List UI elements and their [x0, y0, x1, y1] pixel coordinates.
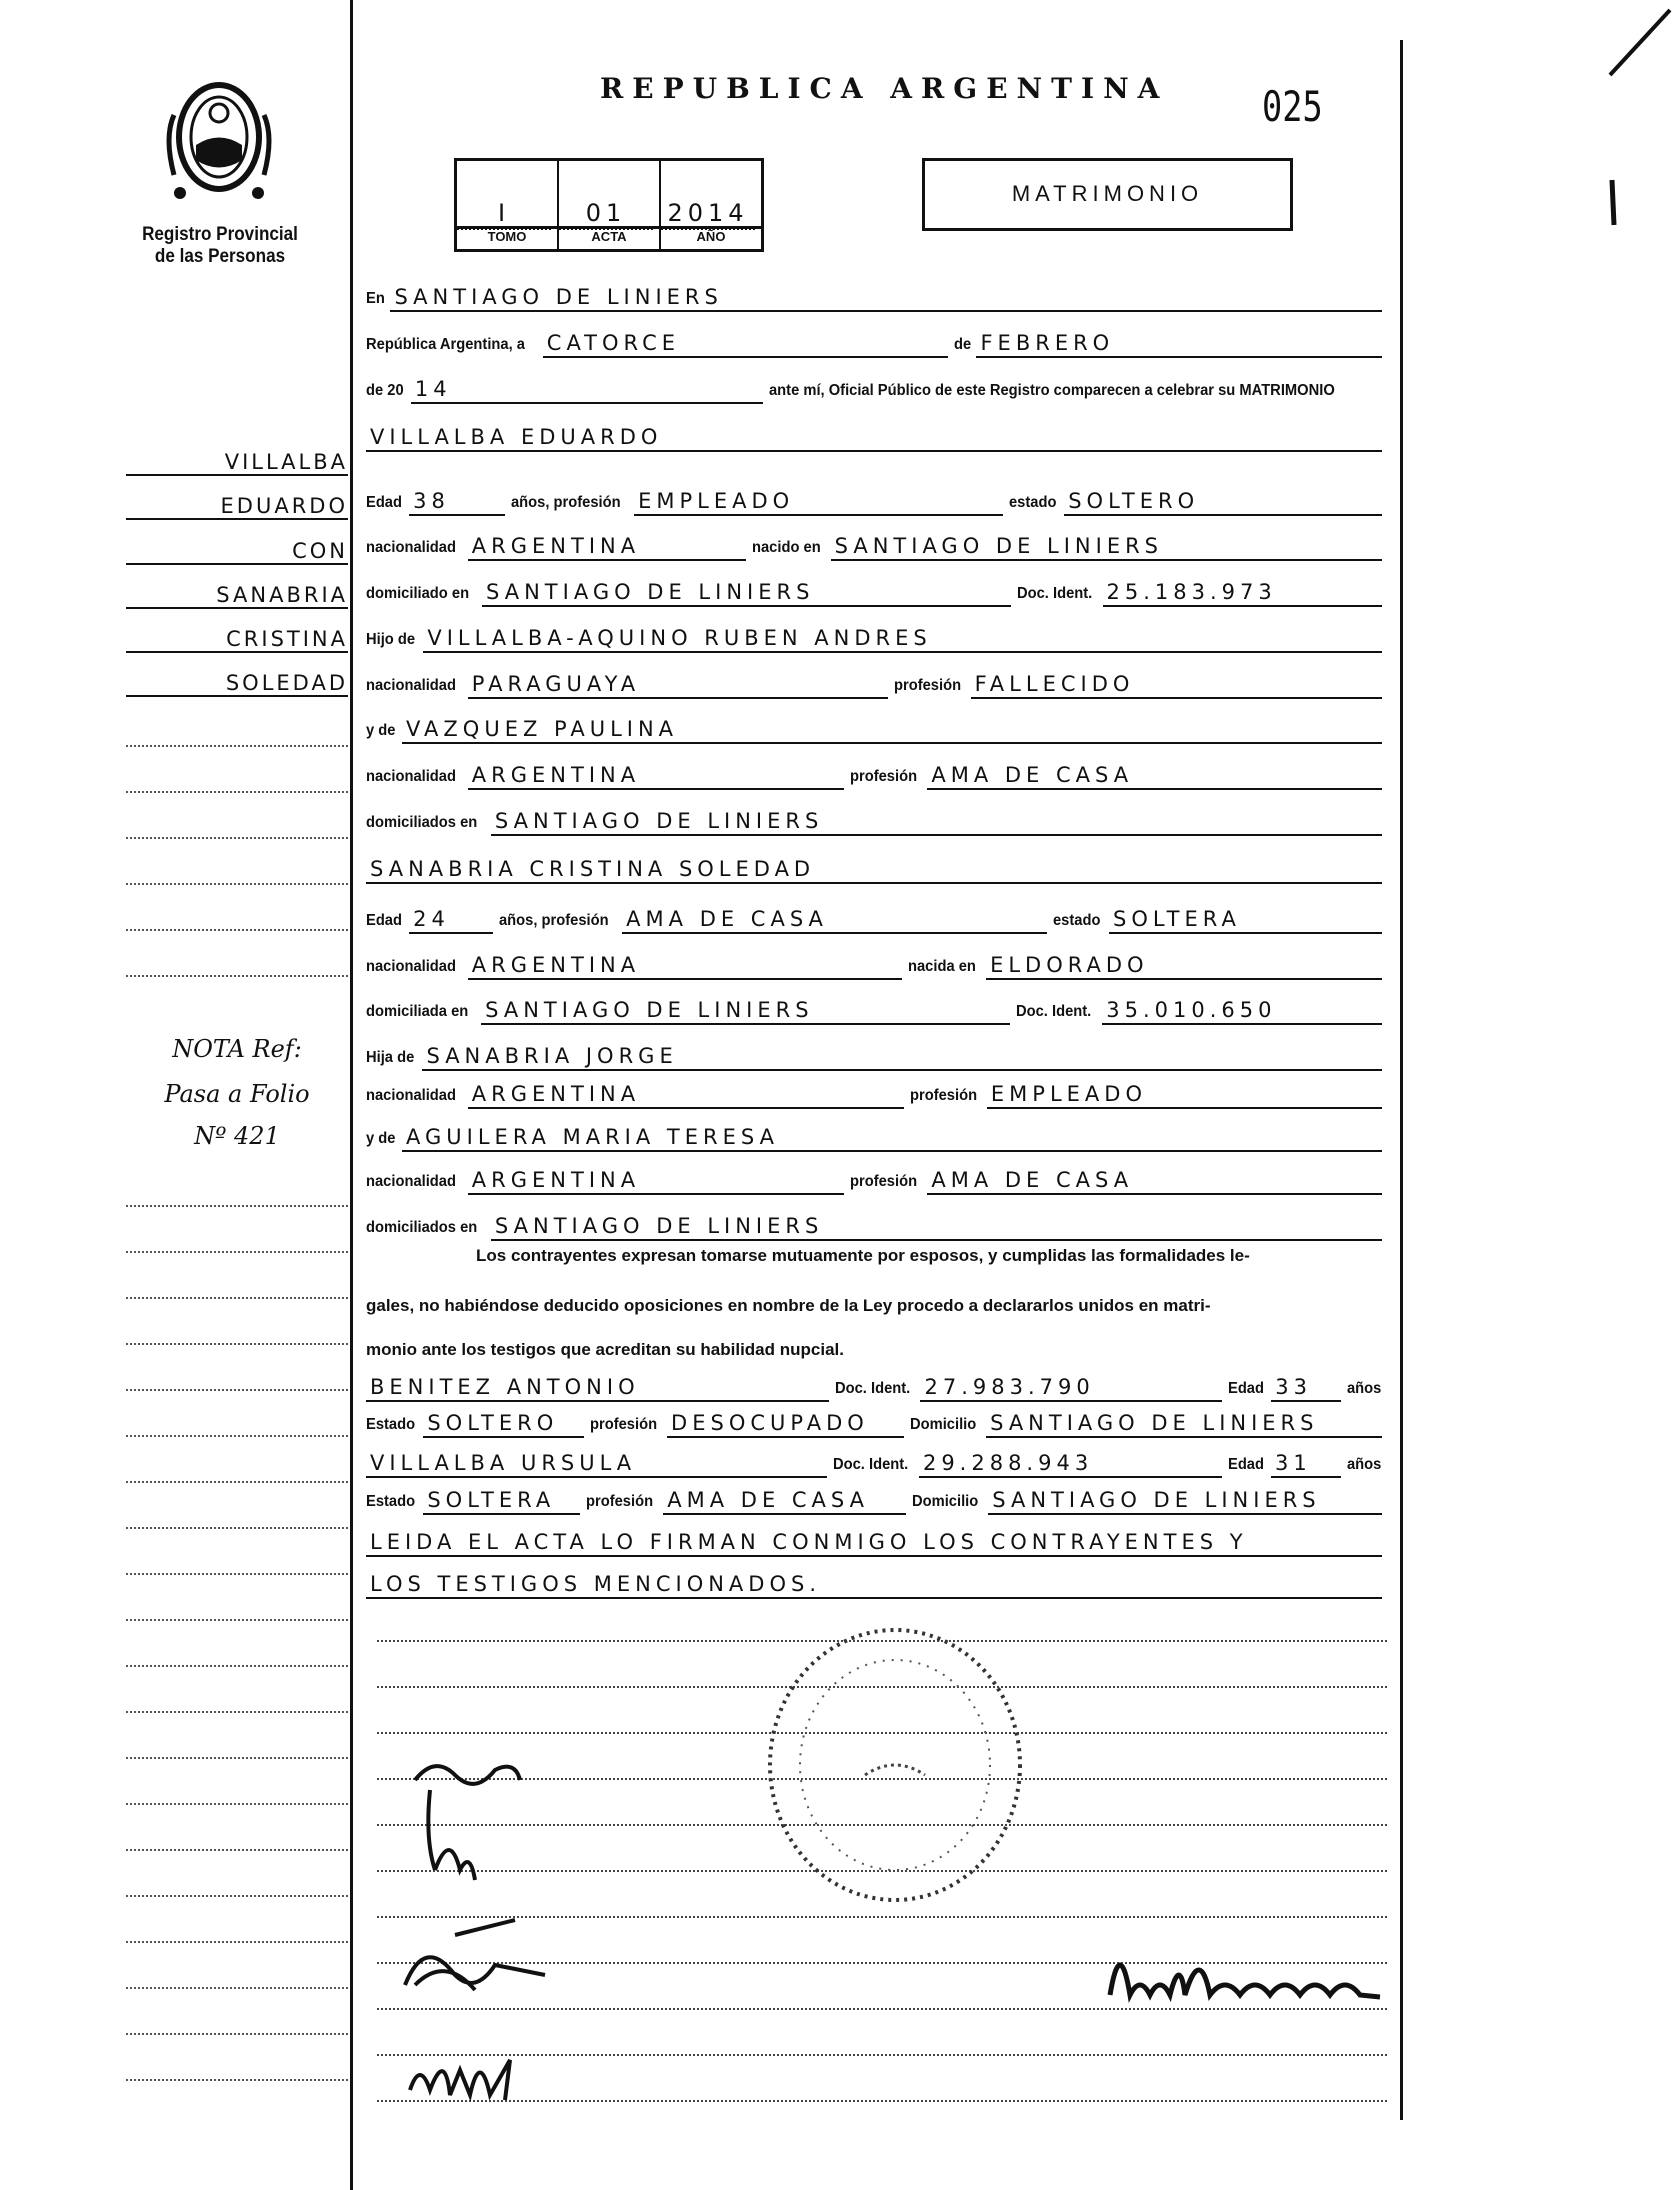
- field-label: de: [953, 336, 971, 353]
- margin-line: [126, 2079, 348, 2081]
- margin-line: [126, 791, 348, 793]
- acta-cell: [559, 161, 661, 249]
- field-value: ARGENTINA: [468, 1168, 845, 1195]
- field-label: Hija de: [366, 1049, 415, 1066]
- field-label: Doc. Ident.: [1016, 1003, 1092, 1020]
- field-value: SANTIAGO DE LINIERS: [491, 809, 1382, 836]
- form-row: [366, 1517, 1388, 1557]
- field-value: 25.183.973: [1103, 580, 1382, 607]
- field-value: 38: [409, 489, 505, 516]
- field-value: 35.010.650: [1102, 998, 1382, 1025]
- margin-line: [126, 1343, 348, 1345]
- margin-line: [126, 1987, 348, 1989]
- field-value: SOLTERA: [1109, 907, 1382, 934]
- field-label: Domicilio: [912, 1493, 979, 1510]
- field-label: República Argentina, a: [366, 336, 525, 353]
- form-row: [366, 1438, 1388, 1478]
- field-value: 29.288.943: [919, 1451, 1222, 1478]
- field-label: años: [1346, 1380, 1382, 1397]
- margin-note: CRISTINA: [126, 627, 348, 653]
- field-label: y de: [366, 722, 396, 739]
- field-value: SANABRIA JORGE: [422, 1044, 1382, 1071]
- field-value: AGUILERA MARIA TERESA: [402, 1125, 1382, 1152]
- form-row: [366, 521, 1388, 561]
- form-row: [366, 1069, 1388, 1109]
- field-value: SANTIAGO DE LINIERS: [482, 580, 1011, 607]
- field-label: Edad: [366, 912, 402, 929]
- field-value: 33: [1271, 1375, 1340, 1402]
- field-label: Edad: [366, 494, 402, 511]
- field-label: profesión: [590, 1416, 658, 1433]
- registry-name-line2: de las Personas: [154, 246, 286, 267]
- margin-line: [126, 1251, 348, 1253]
- tomo-value: I: [457, 199, 551, 230]
- field-value: LOS TESTIGOS MENCIONADOS.: [366, 1572, 1382, 1599]
- field-value: VILLALBA-AQUINO RUBEN ANDRES: [423, 626, 1382, 653]
- form-row: [366, 1112, 1388, 1152]
- field-value: ARGENTINA: [468, 1082, 904, 1109]
- field-value: VAZQUEZ PAULINA: [402, 717, 1382, 744]
- field-label: de 20: [366, 382, 404, 399]
- form-row: [366, 940, 1388, 980]
- tomo-label: TOMO: [457, 226, 557, 249]
- signature-official: [1100, 1935, 1390, 2030]
- margin-note: VILLALBA: [126, 450, 348, 476]
- field-label: domiciliada en: [366, 1003, 469, 1020]
- field-value: FEBRERO: [976, 331, 1382, 358]
- margin-line: [126, 1895, 348, 1897]
- field-label: ante mí, Oficial Público de este Registro comparecen a celebrar su MATRIMONIO: [769, 382, 1335, 399]
- margin-reference-note: Pasa a Folio: [164, 1080, 310, 1108]
- form-row: [366, 796, 1388, 836]
- margin-note: SANABRIA: [126, 583, 348, 609]
- form-row: [366, 985, 1388, 1025]
- margin-line: [126, 1481, 348, 1483]
- field-label: profesión: [850, 768, 918, 785]
- field-value: SANTIAGO DE LINIERS: [390, 285, 1382, 312]
- field-value: ELDORADO: [986, 953, 1382, 980]
- field-label: nacido en: [751, 539, 821, 556]
- field-label: años, profesión: [510, 494, 621, 511]
- anio-label: AÑO: [661, 226, 761, 249]
- field-label: Domicilio: [910, 1416, 977, 1433]
- form-row: [366, 1475, 1388, 1515]
- tomo-cell: [457, 161, 559, 249]
- field-label: nacionalidad: [366, 539, 456, 556]
- margin-line: [126, 1757, 348, 1759]
- margin-note: CON: [126, 539, 348, 565]
- paragraph-line: [366, 1280, 1388, 1320]
- field-value: BENITEZ ANTONIO: [366, 1375, 829, 1402]
- field-label: y de: [366, 1130, 396, 1147]
- field-label: domiciliados en: [366, 814, 478, 831]
- field-value: ARGENTINA: [468, 953, 902, 980]
- form-row: [366, 1031, 1388, 1071]
- record-type-box: MATRIMONIO: [922, 158, 1293, 231]
- field-value: DESOCUPADO: [667, 1411, 904, 1438]
- field-value: 31: [1271, 1451, 1341, 1478]
- margin-line: [126, 1389, 348, 1391]
- margin-line: [126, 1665, 348, 1667]
- field-label: Edad: [1227, 1456, 1264, 1473]
- form-row: [366, 613, 1388, 653]
- field-label: Estado: [366, 1493, 416, 1510]
- form-row: [366, 318, 1388, 358]
- signature-groom: [395, 1750, 545, 1900]
- scan-edge-marks: [1600, 0, 1677, 240]
- margin-line: [126, 1435, 348, 1437]
- margin-line: [126, 1297, 348, 1299]
- field-value: SANTIAGO DE LINIERS: [491, 1214, 1382, 1241]
- field-value: SOLTERA: [423, 1488, 580, 1515]
- margin-line: [126, 745, 348, 747]
- field-value: EMPLEADO: [987, 1082, 1382, 1109]
- field-value: ARGENTINA: [468, 534, 746, 561]
- paragraph-text: gales, no habiéndose deducido oposiciones en nombre de la Ley procedo a declararlos unidos en matri-: [366, 1296, 1211, 1315]
- form-row: [366, 1155, 1388, 1195]
- form-row: [366, 1362, 1388, 1402]
- field-label: estado: [1053, 912, 1101, 929]
- document-number: 025: [1262, 82, 1323, 131]
- field-label: Doc. Ident.: [834, 1380, 910, 1397]
- field-value: SANTIAGO DE LINIERS: [481, 998, 1010, 1025]
- field-label: Hijo de: [366, 631, 416, 648]
- field-value: 24: [409, 907, 493, 934]
- margin-line: [126, 929, 348, 931]
- field-label: nacionalidad: [366, 677, 456, 694]
- margin-line: [126, 1941, 348, 1943]
- field-label: domiciliados en: [366, 1219, 478, 1236]
- anio-value: 2014: [661, 199, 755, 230]
- margin-line: [126, 837, 348, 839]
- field-label: profesión: [586, 1493, 654, 1510]
- anio-cell: [661, 161, 761, 249]
- margin-line: [126, 1619, 348, 1621]
- field-value: LEIDA EL ACTA LO FIRMAN CONMIGO LOS CONTRAYENTES Y: [366, 1530, 1382, 1557]
- signature-witness: [400, 2040, 530, 2110]
- margin-line: [126, 1849, 348, 1851]
- field-value: VILLALBA URSULA: [366, 1451, 827, 1478]
- form-row: [366, 272, 1388, 312]
- margin-line: [126, 1573, 348, 1575]
- field-value: VILLALBA EDUARDO: [366, 425, 1382, 452]
- field-label: profesión: [910, 1087, 978, 1104]
- paragraph-line: [366, 1324, 1388, 1364]
- form-row: [366, 412, 1388, 452]
- form-row: [366, 476, 1388, 516]
- left-rule: [350, 0, 353, 2190]
- field-label: Estado: [366, 1416, 416, 1433]
- field-label: Doc. Ident.: [1016, 585, 1092, 602]
- paragraph-line: [366, 1230, 1388, 1270]
- field-value: SANTIAGO DE LINIERS: [988, 1488, 1382, 1515]
- form-row: [366, 894, 1388, 934]
- field-label: Doc. Ident.: [833, 1456, 909, 1473]
- acta-value: 01: [559, 199, 653, 230]
- form-row: [366, 659, 1388, 699]
- form-row: [366, 1559, 1388, 1599]
- field-value: SOLTERO: [423, 1411, 584, 1438]
- field-value: SANTIAGO DE LINIERS: [986, 1411, 1382, 1438]
- field-value: AMA DE CASA: [663, 1488, 906, 1515]
- field-value: CATORCE: [543, 331, 948, 358]
- field-label: En: [366, 290, 385, 307]
- field-value: SANABRIA CRISTINA SOLEDAD: [366, 857, 1382, 884]
- registry-name: Registro Provincial: [142, 224, 298, 245]
- field-value: ARGENTINA: [468, 763, 845, 790]
- field-label: profesión: [850, 1173, 918, 1190]
- margin-note: EDUARDO: [126, 494, 348, 520]
- field-label: profesión: [893, 677, 961, 694]
- page-title: REPUBLICA ARGENTINA: [600, 72, 1169, 105]
- field-label: años: [1346, 1456, 1382, 1473]
- field-label: nacionalidad: [366, 1173, 456, 1190]
- form-row: [366, 750, 1388, 790]
- field-label: nacionalidad: [366, 768, 456, 785]
- margin-reference-note: NOTA Ref:: [172, 1035, 302, 1063]
- margin-note: SOLEDAD: [126, 671, 348, 697]
- margin-reference-note: Nº 421: [194, 1122, 280, 1150]
- official-stamp: [760, 1620, 1030, 1910]
- margin-line: [126, 975, 348, 977]
- field-label: nacionalidad: [366, 1087, 456, 1104]
- signature-bride: [395, 1915, 555, 2005]
- form-row: [366, 1398, 1388, 1438]
- field-value: SOLTERO: [1064, 489, 1382, 516]
- field-value: AMA DE CASA: [927, 1168, 1382, 1195]
- margin-line: [126, 883, 348, 885]
- paragraph-text: monio ante los testigos que acreditan su habilidad nupcial.: [366, 1340, 844, 1359]
- field-value: AMA DE CASA: [927, 763, 1382, 790]
- field-value: FALLECIDO: [971, 672, 1382, 699]
- margin-line: [126, 1803, 348, 1805]
- margin-line: [126, 1527, 348, 1529]
- paragraph-text: Los contrayentes expresan tomarse mutuamente por esposos, y cumplidas las formalidades le-: [476, 1246, 1250, 1265]
- field-label: Edad: [1228, 1380, 1265, 1397]
- form-row: [366, 364, 1388, 404]
- acta-label: ACTA: [559, 226, 659, 249]
- form-row: [366, 567, 1388, 607]
- form-row: [366, 844, 1388, 884]
- field-label: nacionalidad: [366, 958, 456, 975]
- field-label: domiciliado en: [366, 585, 470, 602]
- margin-line: [126, 2033, 348, 2035]
- provincial-seal-logo: [160, 75, 278, 205]
- field-value: PARAGUAYA: [468, 672, 888, 699]
- margin-line: [126, 1205, 348, 1207]
- field-value: 27.983.790: [920, 1375, 1222, 1402]
- field-label: nacida en: [908, 958, 977, 975]
- form-row: [366, 704, 1388, 744]
- field-value: EMPLEADO: [634, 489, 1003, 516]
- field-label: años, profesión: [499, 912, 609, 929]
- field-value: AMA DE CASA: [622, 907, 1047, 934]
- margin-line: [126, 1711, 348, 1713]
- field-label: estado: [1008, 494, 1057, 511]
- right-rule: [1400, 40, 1403, 2120]
- field-value: SANTIAGO DE LINIERS: [831, 534, 1382, 561]
- field-value: 14: [411, 377, 763, 404]
- record-box: [454, 158, 764, 252]
